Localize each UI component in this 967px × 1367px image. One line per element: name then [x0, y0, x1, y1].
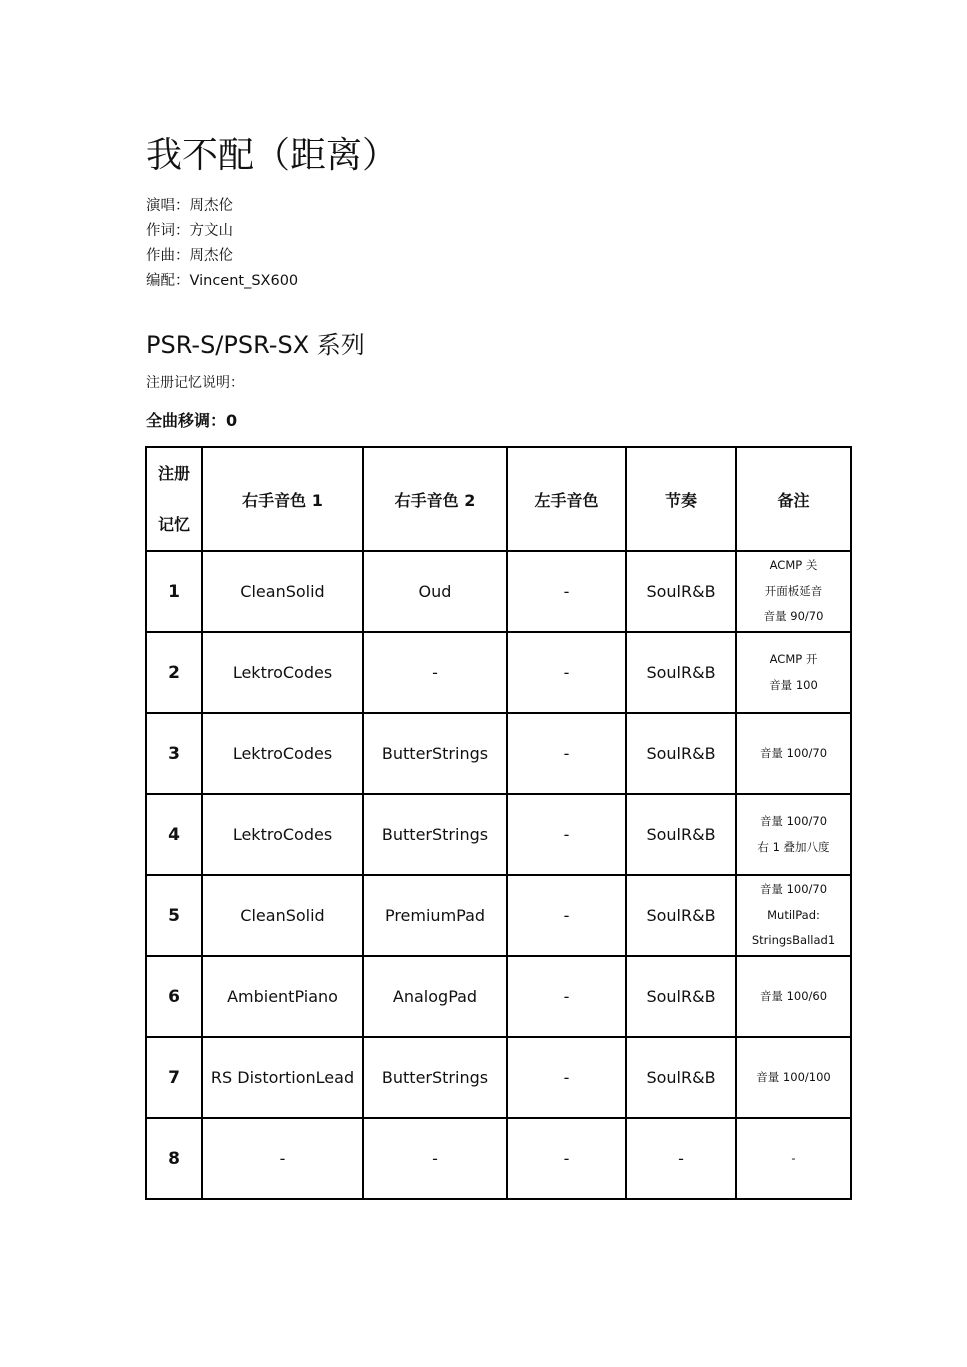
remarks-cell — [736, 551, 851, 632]
song-title: 我不配（距离） — [146, 135, 399, 176]
right-voice-2-cell: PremiumPad — [363, 875, 507, 956]
registration-number: 6 — [146, 956, 202, 1037]
style-cell: SoulR&B — [626, 632, 736, 713]
remarks-cell — [736, 1037, 851, 1118]
right-voice-1-cell: LektroCodes — [202, 794, 363, 875]
remark-line: MutilPad: — [767, 907, 820, 922]
registration-number: 5 — [146, 875, 202, 956]
table-row — [146, 794, 851, 875]
header-right-voice-2: 右手音色 2 — [363, 447, 507, 551]
right-voice-1-cell: AmbientPiano — [202, 956, 363, 1037]
style-cell: SoulR&B — [626, 794, 736, 875]
right-voice-2-cell: ButterStrings — [363, 1037, 507, 1118]
remark-line: ACMP 关 — [769, 558, 818, 573]
remarks-cell — [736, 794, 851, 875]
remarks-cell — [736, 875, 851, 956]
registration-note: 注册记忆说明： — [146, 375, 244, 391]
registration-number: 4 — [146, 794, 202, 875]
registration-number: 7 — [146, 1037, 202, 1118]
registration-table — [145, 446, 852, 1200]
table-row — [146, 956, 851, 1037]
registration-number: 8 — [146, 1118, 202, 1199]
style-cell: SoulR&B — [626, 956, 736, 1037]
header-registration: 注册 记忆 — [146, 447, 202, 551]
remarks-cell — [736, 632, 851, 713]
registration-number: 1 — [146, 551, 202, 632]
remark-line: 音量 100/70 — [759, 882, 828, 897]
transpose-info: 全曲移调：0 — [146, 411, 238, 430]
right-voice-2-cell: AnalogPad — [363, 956, 507, 1037]
right-voice-1-cell: RS DistortionLead — [202, 1037, 363, 1118]
remark-line: 音量 90/70 — [763, 609, 824, 624]
style-cell: SoulR&B — [626, 1037, 736, 1118]
remark-line: 音量 100/70 — [759, 745, 828, 760]
left-voice-cell: - — [507, 551, 626, 632]
remark-line: 音量 100/60 — [759, 988, 828, 1003]
left-voice-cell: - — [507, 713, 626, 794]
credit-singer: 演唱：周杰伦 — [146, 198, 233, 214]
remark-line: 开面板延音 — [764, 583, 823, 598]
right-voice-1-cell: LektroCodes — [202, 632, 363, 713]
style-cell: SoulR&B — [626, 713, 736, 794]
remark-line: 音量 100/70 — [759, 814, 828, 828]
remark-line: 音量 100/100 — [756, 1069, 831, 1084]
table-row — [146, 551, 851, 632]
left-voice-cell: - — [507, 1037, 626, 1118]
table-row — [146, 1037, 851, 1118]
remarks-cell — [736, 1118, 851, 1199]
left-voice-cell: - — [507, 1118, 626, 1199]
left-voice-cell: - — [507, 632, 626, 713]
credits — [146, 196, 298, 296]
credit-lyricist: 作词：方文山 — [146, 223, 233, 239]
right-voice-2-cell: ButterStrings — [363, 713, 507, 794]
remark-line: 音量 100 — [769, 677, 818, 692]
right-voice-1-cell: CleanSolid — [202, 875, 363, 956]
credit-arranger: 编配：Vincent_SX600 — [146, 273, 299, 289]
table-row — [146, 875, 851, 956]
header-style: 节奏 — [626, 447, 736, 551]
right-voice-2-cell: - — [363, 1118, 507, 1199]
style-cell: SoulR&B — [626, 551, 736, 632]
registration-number: 3 — [146, 713, 202, 794]
series-heading: PSR-S/PSR-SX 系列 — [146, 331, 365, 359]
left-voice-cell: - — [507, 956, 626, 1037]
right-voice-1-cell: - — [202, 1118, 363, 1199]
style-cell: SoulR&B — [626, 875, 736, 956]
header-right-voice-1: 右手音色 1 — [202, 447, 363, 551]
right-voice-1-cell: LektroCodes — [202, 713, 363, 794]
registration-number: 2 — [146, 632, 202, 713]
right-voice-2-cell: - — [363, 632, 507, 713]
table-row — [146, 632, 851, 713]
right-voice-2-cell: Oud — [363, 551, 507, 632]
header-left-voice: 左手音色 — [507, 447, 626, 551]
table-header-row — [146, 447, 851, 551]
remarks-cell — [736, 713, 851, 794]
right-voice-1-cell: CleanSolid — [202, 551, 363, 632]
left-voice-cell: - — [507, 794, 626, 875]
style-cell: - — [626, 1118, 736, 1199]
remark-line: ACMP 开 — [769, 652, 818, 666]
remarks-cell — [736, 956, 851, 1037]
credit-composer: 作曲：周杰伦 — [146, 248, 233, 264]
remark-line: 右 1 叠加八度 — [757, 839, 830, 854]
remark-line: - — [791, 1150, 796, 1165]
right-voice-2-cell: ButterStrings — [363, 794, 507, 875]
remark-line: StringsBallad1 — [751, 933, 836, 948]
left-voice-cell: - — [507, 875, 626, 956]
table-row — [146, 713, 851, 794]
header-remarks: 备注 — [736, 447, 851, 551]
table-row — [146, 1118, 851, 1199]
